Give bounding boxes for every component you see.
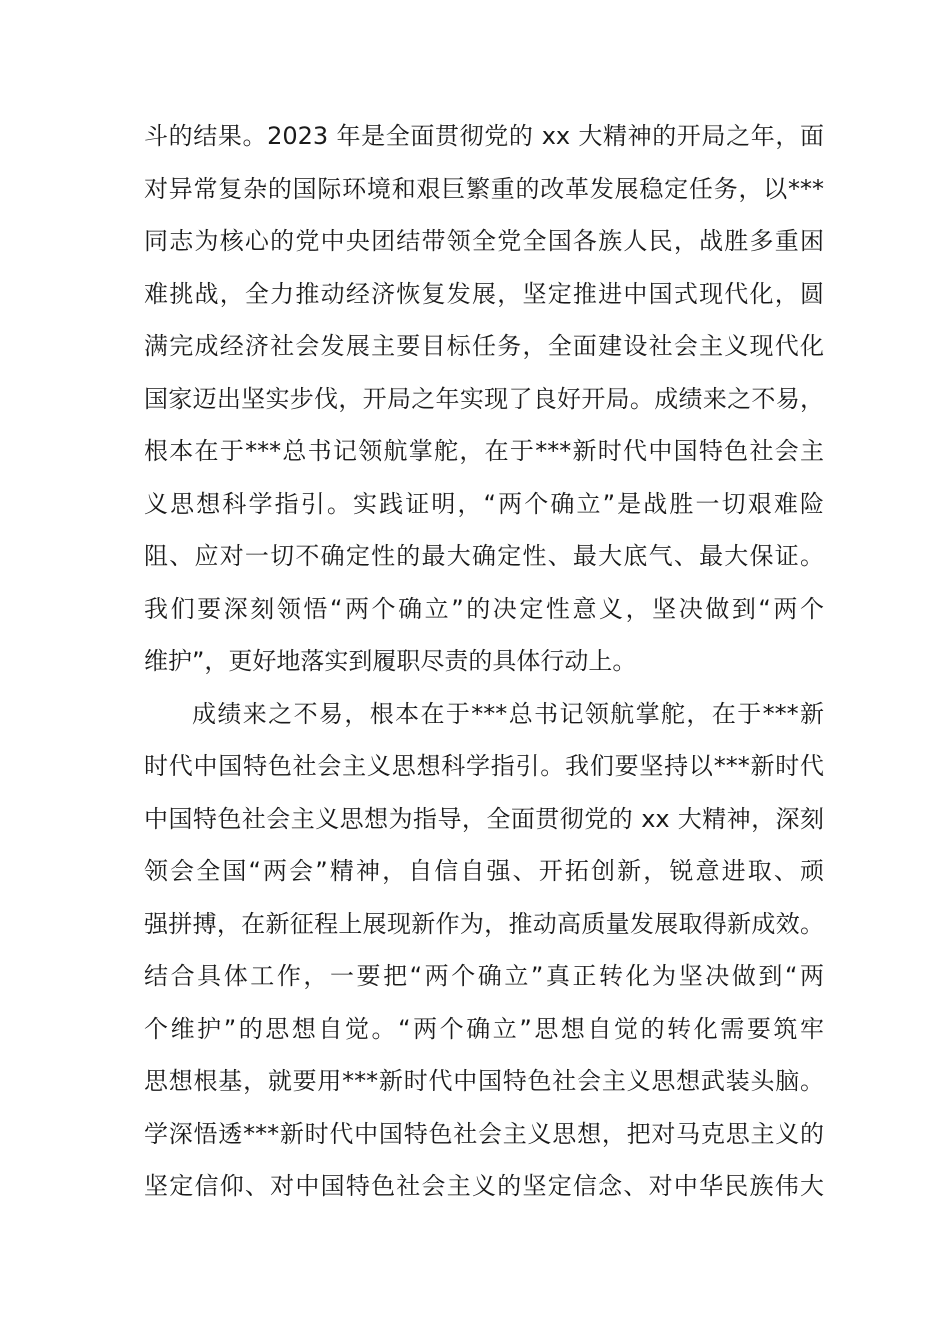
text-line: 维护”，更好地落实到履职尽责的具体行动上。 [144,647,637,675]
text-line: 思想根基，就要用***新时代中国特色社会主义思想武装头脑。 [144,1067,824,1095]
text-line: 学深悟透***新时代中国特色社会主义思想，把对马克思主义的 [144,1119,824,1148]
text-line: 义思想科学指引。实践证明，“两个确立”是战胜一切艰难险 [144,489,824,518]
document-body [144,110,824,1213]
text-line: 阻、应对一切不确定性的最大确定性、最大底气、最大保证。 [144,542,824,570]
text-line: 时代中国特色社会主义思想科学指引。我们要坚持以***新时代 [144,752,824,780]
text-line: 结合具体工作，一要把“两个确立”真正转化为坚决做到“两 [144,962,824,990]
text-line: 我们要深刻领悟“两个确立”的决定性意义，坚决做到“两个 [144,594,824,623]
text-line: 国家迈出坚实步伐，开局之年实现了良好开局。成绩来之不易， [144,384,824,413]
paragraph-first-line: 成绩来之不易，根本在于***总书记领航掌舵，在于***新 [192,699,824,728]
text-line: 个维护”的思想自觉。“两个确立”思想自觉的转化需要筑牢 [144,1014,824,1043]
text-line: 斗的结果。2023 年是全面贯彻党的 xx 大精神的开局之年，面 [144,122,824,150]
text-line: 对异常复杂的国际环境和艰巨繁重的改革发展稳定任务，以*** [144,174,824,203]
text-line: 强拼搏，在新征程上展现新作为，推动高质量发展取得新成效。 [144,909,824,938]
text-line: 同志为核心的党中央团结带领全党全国各族人民，战胜多重困 [144,227,824,255]
text-line: 满完成经济社会发展主要目标任务，全面建设社会主义现代化 [144,332,824,360]
text-line: 坚定信仰、对中国特色社会主义的坚定信念、对中华民族伟大 [144,1172,824,1200]
text-line: 中国特色社会主义思想为指导，全面贯彻党的 xx 大精神，深刻 [144,804,824,833]
text-line: 领会全国“两会”精神，自信自强、开拓创新，锐意进取、顽 [144,857,824,885]
text-line: 难挑战，全力推动经济恢复发展，坚定推进中国式现代化，圆 [144,279,824,308]
text-line: 根本在于***总书记领航掌舵，在于***新时代中国特色社会主 [144,437,824,465]
